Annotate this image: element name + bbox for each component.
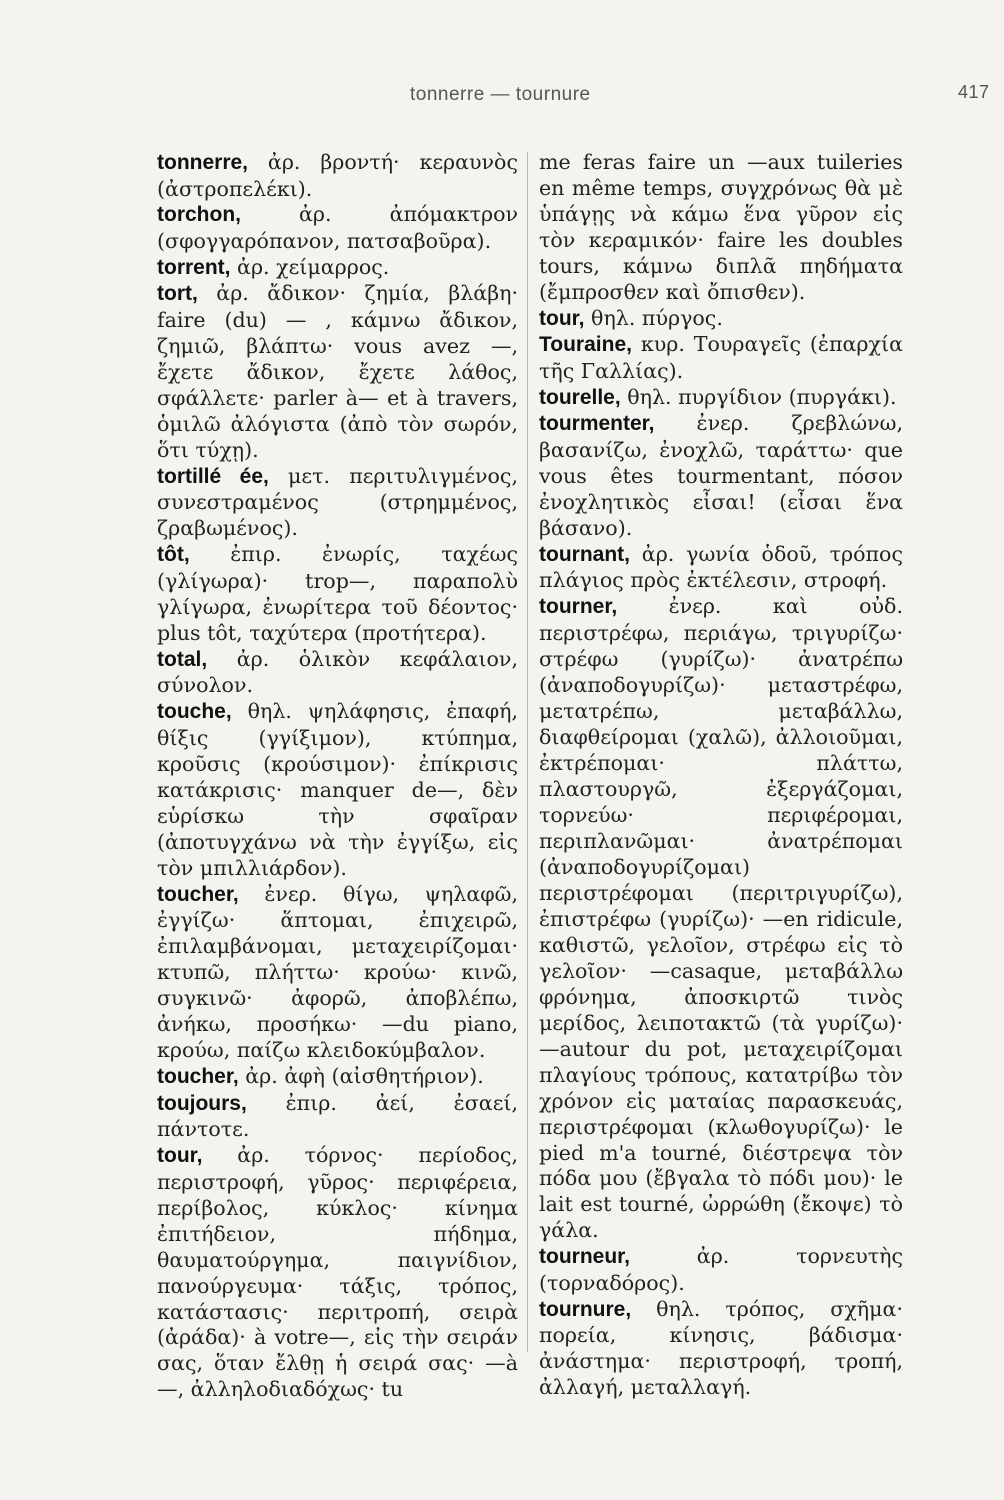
- entry-headword: torchon,: [157, 203, 241, 227]
- dictionary-entry: [539, 411, 903, 541]
- dictionary-entry: [539, 594, 903, 1244]
- entry-definition: ἀρ. τόρνος· περίοδος, περιστροφή, γῦρος· περιφέρεια, περίβολος, κύκλος· κίνημα ἐπιτήδειον, πήδημα, θαυματούργημα, παιγνίδιον, πανούργευμα· τάξις, τρόπος, κατάστασις· περιτροπή, σειρὰ (ἀράδα)· à votre—, εἰς τὴν σειράν σας, ὅταν ἔλθῃ ἡ σειρά σας· —à—, ἀλληλοδιαδόχως· tu: [157, 1143, 518, 1402]
- entry-headword: tour,: [157, 1144, 203, 1168]
- entry-definition: θηλ. τρόπος, σχῆμα· πορεία, κίνησις, βάδισμα· ἀνάστημα· περιστροφή, τροπή, ἀλλαγή, μεταλλαγή.: [539, 1296, 903, 1400]
- dictionary-entry: [157, 255, 518, 282]
- entry-definition: ἀρ. ἀφὴ (αἰσθητήριον).: [238, 1064, 484, 1089]
- entry-headword: tourneur,: [539, 1245, 631, 1269]
- entry-headword: torrent,: [157, 255, 231, 279]
- entry-definition: ἐνερ. ζρεβλώνω, βασανίζω, ἐνοχλῶ, ταράττω· que vous êtes tourmentant, πόσον ἐνοχλητικὸς εἶσαι! (εἶσαι ἕνα βάσανο).: [539, 411, 903, 540]
- dictionary-entry: [157, 1064, 518, 1091]
- dictionary-entry: [157, 699, 518, 881]
- dictionary-entry: [157, 882, 518, 1064]
- dictionary-entry: [157, 202, 518, 254]
- dictionary-entry: [539, 150, 903, 306]
- entry-definition: ἐπιρ. ἀεί, ἐσαεί, πάντοτε.: [157, 1090, 518, 1142]
- entry-definition: me feras faire un —aux tuileries en même temps, συγχρόνως θὰ μὲ ὑπάγῃς νὰ κάμω ἕνα γῦρον εἰς τὸν κεραμικόν· faire les doubles tours, κάμνω διπλᾶ πηδήματα (ἔμπροσθεν καὶ ὄπισθεν).: [539, 150, 903, 304]
- page-header: [0, 82, 1004, 112]
- entry-headword: tourmenter,: [539, 412, 655, 436]
- entry-definition: θηλ. ψηλάφησις, ἐπαφή, θίξις (γγίξιμον), κτύπημα, κροῦσις (κρούσιμον)· ἐπίκρισις κατάκρισις· manquer de—, δὲν εὑρίσκω τὴν σφαῖραν (ἀποτυγχάνω νὰ τὴν ἐγγίξω, εἰς τὸν μπιλλιάρδον).: [157, 699, 518, 880]
- dictionary-entry: [157, 281, 518, 463]
- page-number: 417: [958, 82, 990, 102]
- column-divider: [527, 152, 528, 1352]
- dictionary-entry: [157, 1091, 518, 1143]
- entry-headword: tourner,: [539, 595, 618, 619]
- dictionary-entry: [539, 332, 903, 384]
- entry-definition: ἀρ. γωνία ὁδοῦ, τρόπος πλάγιος πρὸς ἐκτέλεσιν, στροφή.: [539, 541, 903, 593]
- entry-headword: tortillé ée,: [157, 464, 269, 488]
- entry-headword: tour,: [539, 306, 585, 330]
- dictionary-entry: [539, 306, 903, 333]
- entry-definition: ἀρ. ὁλικὸν κεφάλαιον, σύνολον.: [157, 646, 518, 698]
- dictionary-entry: [157, 647, 518, 699]
- dictionary-entry: [157, 1143, 518, 1403]
- entry-definition: ἀρ. χείμαρρος.: [230, 254, 390, 279]
- entry-definition: ἐπιρ. ἐνωρίς, ταχέως (γλίγωρα)· trop—, παραπολὺ γλίγωρα, ἐνωρίτερα τοῦ δέοντος· plus tôt, ταχύτερα (προτήτερα).: [157, 542, 518, 645]
- entry-headword: Touraine,: [539, 333, 632, 357]
- dictionary-entry: [539, 1297, 903, 1401]
- entry-definition: ἀρ. τορνευτὴς (τορναδόρος).: [539, 1244, 903, 1295]
- entry-headword: total,: [157, 647, 208, 671]
- entry-headword: toujours,: [157, 1091, 247, 1115]
- entry-headword: toucher,: [157, 1065, 239, 1089]
- entry-headword: tort,: [157, 282, 198, 306]
- entry-headword: tournure,: [539, 1297, 632, 1321]
- dictionary-entry: [539, 1244, 903, 1296]
- entry-headword: tôt,: [157, 543, 190, 567]
- entry-headword: touche,: [157, 700, 232, 724]
- dictionary-entry: [157, 542, 518, 646]
- entry-definition: ἐνερ. θίγω, ψηλαφῶ, ἐγγίζω· ἅπτομαι, ἐπιχειρῶ, ἐπιλαμβάνομαι, μεταχειρίζομαι· κτυπῶ, πλήττω· κρούω· κινῶ, συγκινῶ· ἀφορῶ, ἀποβλέπω, ἀνήκω, προσήκω· —du piano, κρούω, παίζω κλειδοκύμβαλον.: [157, 881, 518, 1063]
- dictionary-entry: [157, 464, 518, 542]
- dictionary-entry: [539, 542, 903, 594]
- entry-definition: κυρ. Τουραγεῖς (ἐπαρχία τῆς Γαλλίας).: [539, 332, 903, 383]
- entry-definition: ἐνερ. καὶ οὐδ. περιστρέφω, περιάγω, τριγυρίζω· στρέφω (γυρίζω)· ἀνατρέπω (ἀναποδογυρίζω)· μεταστρέφω, μετατρέπω, μεταβάλλω, διαφθείρομαι (χαλῶ), ἀλλοιοῦμαι, ἐκτρέπομαι· πλάττω, πλαστουργῶ, ἐξεργάζομαι, τορνεύω· περιφέρομαι, περιπλανῶμαι· ἀνατρέπομαι (ἀναποδογυρίζομαι) περιστρέφομαι (περιτριγυρίζω), ἐπιστρέφω (γυρίζω)· —en ridicule, καθιστῶ, γελοῖον, στρέφω εἰς τὸ γελοῖον· —casaque, μεταβάλλω φρόνημα, ἀποσκιρτῶ τινὸς μερίδος, λειποτακτῶ (τὰ γυρίζω)· —autour du pot, μεταχειρίζομαι πλαγίους τρόπους, κατατρίβω τὸν χρόνον εἰς ματαίας παρασκευάς, περιστρέφομαι (κλωθογυρίζω)· le pied m'a tourné, διέστρεψα τὸν πόδα μου (ἔβγαλα τὸ πόδι μου)· le lait est tourné, ὠρρώθη (ἔκοψε) τὸ γάλα.: [539, 594, 903, 1243]
- entry-definition: ἀρ. βροντή· κεραυνὸς (ἀστροπελέκι).: [157, 150, 518, 201]
- right-column: [539, 150, 903, 1470]
- dictionary-entry: [539, 385, 903, 412]
- entry-headword: tournant,: [539, 542, 630, 566]
- entry-headword: tonnerre,: [157, 151, 249, 174]
- running-head: tonnerre — tournure: [410, 84, 591, 105]
- dictionary-entry: [157, 150, 518, 202]
- entry-definition: μετ. περιτυλιγμένος, συνεστραμένος (στρημμένος, ζραβωμένος).: [157, 463, 518, 541]
- entry-definition: ἀρ. ἄδικον· ζημία, βλάβη· faire (du) — , κάμνω ἄδικον, ζημιῶ, βλάπτω· vous avez —, ἔχετε ἄδικον, ἔχετε λάθος, σφάλλετε· parler à— et à travers, ὁμιλῶ ἀλόγιστα (ἀπὸ τὸν σωρόν, ὅτι τύχῃ).: [157, 281, 518, 462]
- left-column: [157, 150, 518, 1470]
- entry-headword: toucher,: [157, 882, 239, 906]
- entry-definition: ἀρ. ἀπόμακτρον (σφογγαρόπανον, πατσαβοῦρα).: [157, 202, 518, 253]
- entry-definition: θηλ. πύργος.: [584, 305, 723, 330]
- entry-headword: tourelle,: [539, 385, 621, 409]
- entry-definition: θηλ. πυργίδιον (πυργάκι).: [620, 384, 897, 409]
